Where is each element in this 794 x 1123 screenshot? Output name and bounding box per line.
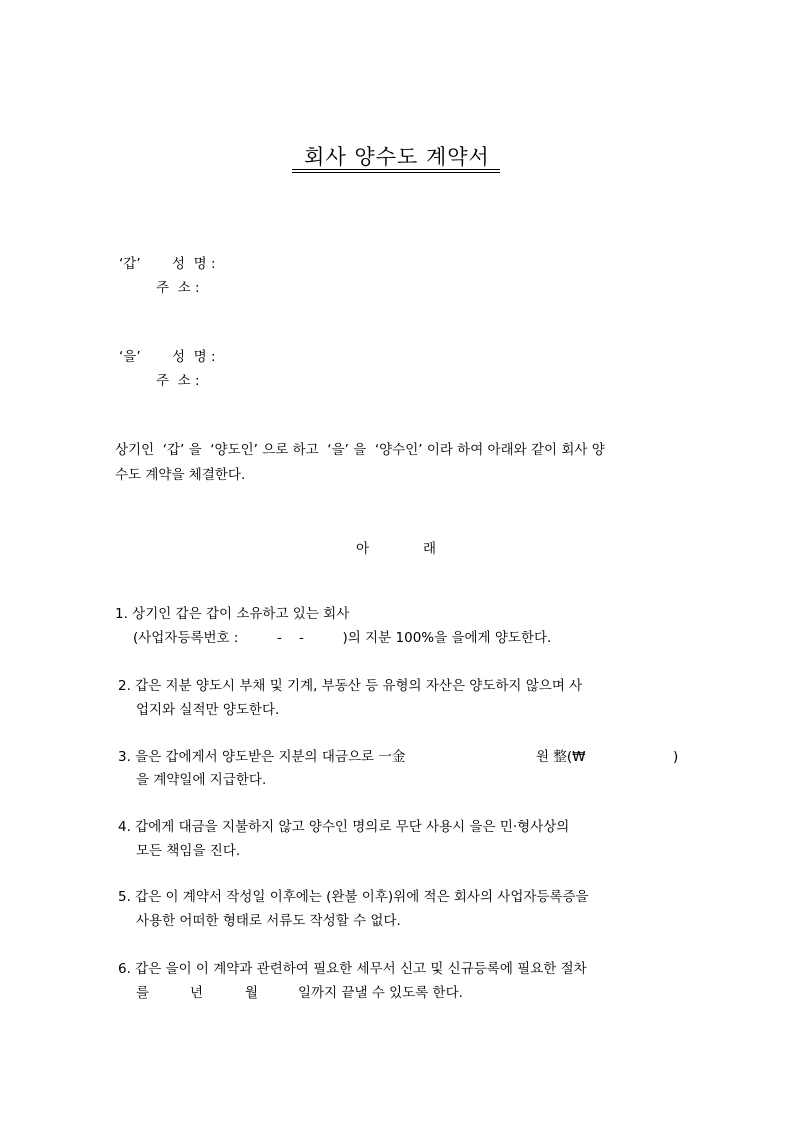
- clause-1-line-2: (사업자등록번호 : - - )의 지분 100%을 을에게 양도한다.: [133, 630, 552, 646]
- clause-3-line-1c: ): [673, 749, 679, 765]
- clause-1-line-1: 1. 상기인 갑은 갑이 소유하고 있는 회사: [115, 606, 350, 622]
- clause-3-line-2: 을 계약일에 지급한다.: [136, 772, 267, 788]
- clause-6-line-2-year: 년: [190, 985, 204, 1001]
- heading-left-char: 아: [356, 541, 370, 557]
- clause-4-line-2: 모든 책임을 진다.: [136, 843, 241, 859]
- intro-line-2: 수도 계약을 체결한다.: [115, 467, 246, 483]
- intro-line-1: 상기인 ‘갑’ 을 ‘양도인’ 으로 하고 ‘을’ 을 ‘양수인’ 이라 하여 아래와 같이 회사 양: [115, 442, 605, 458]
- clause-5-line-2: 사용한 어떠한 형태로 서류도 작성할 수 없다.: [136, 913, 401, 929]
- clause-6-line-2-a: 를: [136, 985, 150, 1001]
- party-a-address-label: 주 소 :: [156, 280, 200, 296]
- party-b-name-label: 성 명 :: [172, 349, 216, 365]
- clause-3-line-1b: 원 整(₩: [536, 749, 586, 765]
- clause-3-line-1a: 3. 을은 갑에게서 양도받은 지분의 대금으로 一金: [118, 749, 406, 765]
- clause-5-line-1: 5. 갑은 이 계약서 작성일 이후에는 (완불 이후)위에 적은 회사의 사업자등록증을: [118, 889, 589, 905]
- party-a-tag: ‘갑’: [119, 256, 141, 272]
- clause-4-line-1: 4. 갑에게 대금을 지불하지 않고 양수인 명의로 무단 사용시 을은 민·형사상의: [118, 819, 570, 835]
- party-b-tag: ‘을’: [119, 349, 141, 365]
- clause-2-line-2: 업지와 실적만 양도한다.: [136, 702, 280, 718]
- party-a-name-label: 성 명 :: [172, 256, 216, 272]
- clause-2-line-1: 2. 갑은 지분 양도시 부채 및 기계, 부동산 등 유형의 자산은 양도하지 않으며 사: [118, 678, 583, 694]
- clause-6-line-2-month: 월: [245, 985, 259, 1001]
- document-title: 회사 양수도 계약서: [304, 145, 490, 169]
- title-underline-1: [292, 169, 500, 170]
- heading-right-char: 래: [423, 541, 437, 557]
- title-underline-2: [292, 172, 500, 173]
- party-b-address-label: 주 소 :: [156, 373, 200, 389]
- clause-6-line-2-rest: 일까지 끝낼 수 있도록 한다.: [298, 985, 463, 1001]
- clause-6-line-1: 6. 갑은 을이 이 계약과 관련하여 필요한 세무서 신고 및 신규등록에 필요한 절차: [118, 961, 587, 977]
